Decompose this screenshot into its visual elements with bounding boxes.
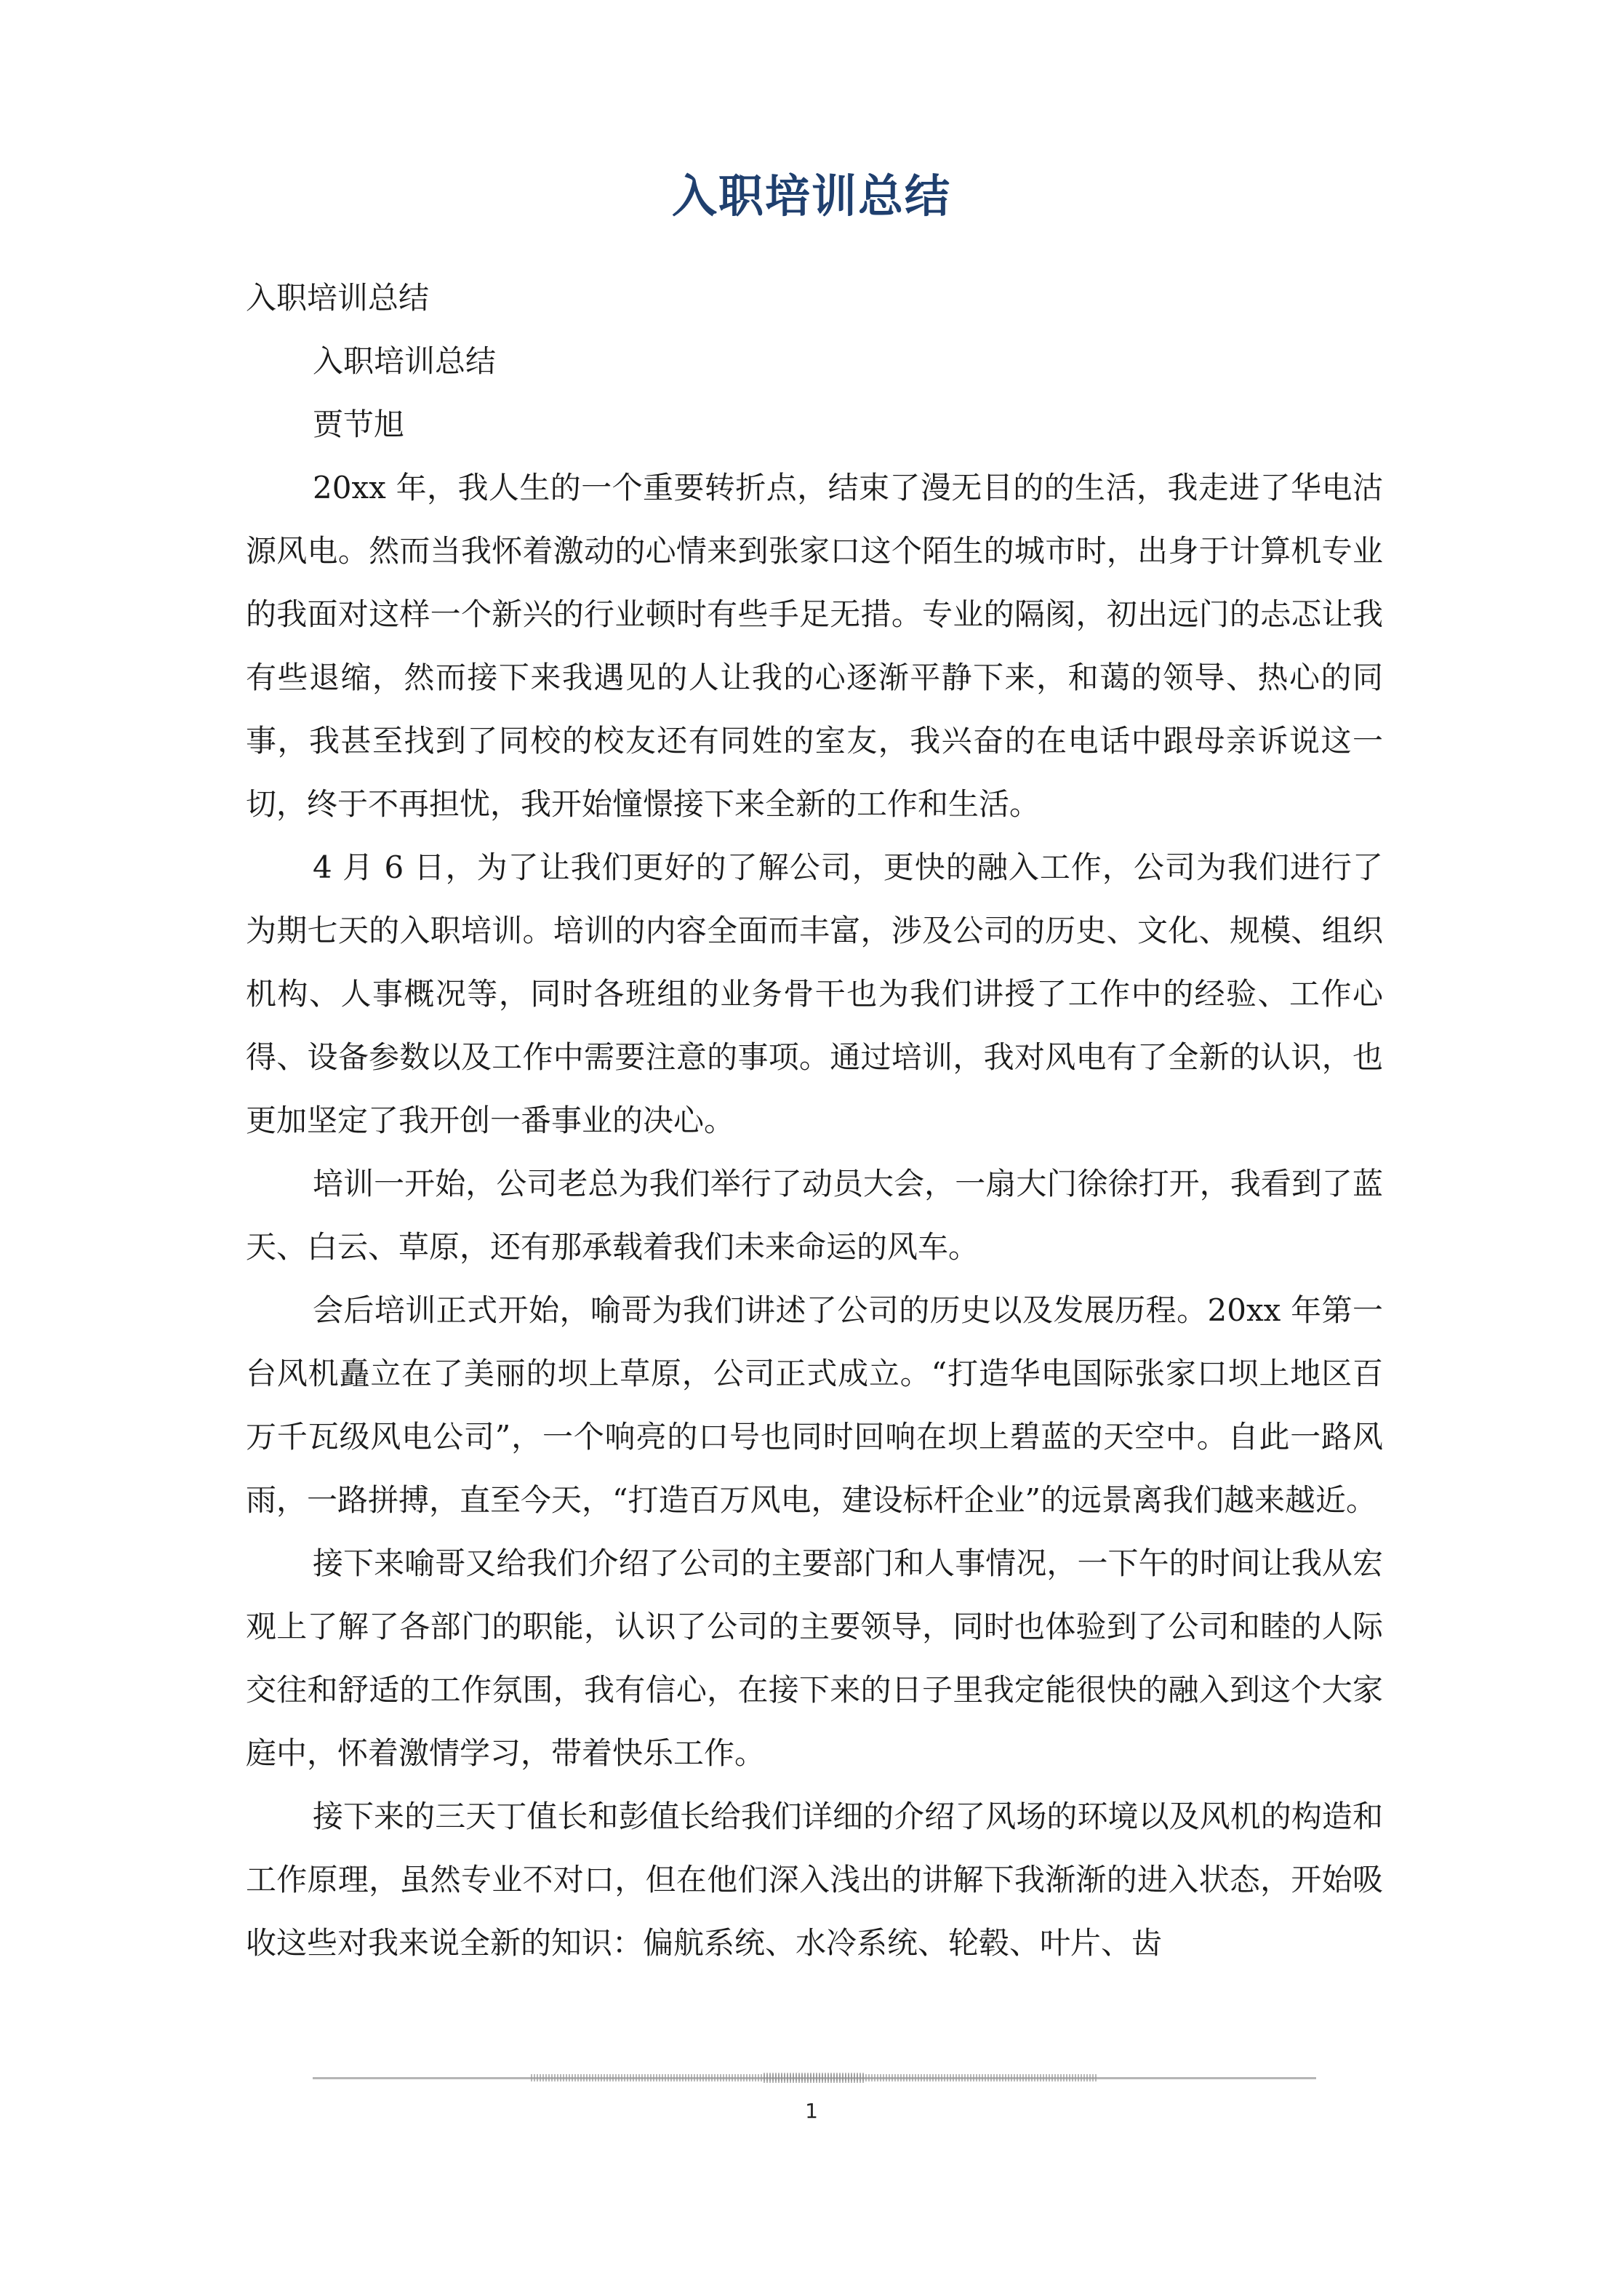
author-name: 贾节旭 (313, 407, 405, 442)
footer-divider-center (764, 2073, 865, 2083)
paragraph: 20xx 年，我人生的一个重要转折点，结束了漫无目的的生活，我走进了华电沽源风电。然而当我怀着激动的心情来到张家口这个陌生的城市时，出身于计算机专业的我面对这样一个新兴的行业顿时有些手足无措。专业的隔阂，初出远门的忐忑让我有些退缩，然而接下来我遇见的人让我的心逐渐平静下来，和蔼的领导、热心的同事，我甚至找到了同校的校友还有同姓的室友，我兴奋的在电话中跟母亲诉说这一切，终于不再担忧，我开始憧憬接下来全新的工作和生活。 (246, 470, 1383, 822)
subtitle: 入职培训总结 (313, 343, 497, 379)
paragraph: 接下来的三天丁值长和彭值长给我们详细的介绍了风场的环境以及风机的构造和工作原理，虽然专业不对口，但在他们深入浅出的讲解下我渐渐的进入状态，开始吸收这些对我来说全新的知识：偏航系统、水冷系统、轮毂、叶片、齿 (246, 1799, 1383, 1961)
body-heading: 入职培训总结 (246, 280, 430, 316)
paragraph: 培训一开始，公司老总为我们举行了动员大会，一扇大门徐徐打开，我看到了蓝天、白云、草原，还有那承载着我们未来命运的风车。 (246, 1166, 1383, 1265)
footer-divider (313, 2073, 1316, 2083)
document-title: 入职培训总结 (671, 169, 951, 223)
document-body (246, 266, 1383, 1975)
paragraph: 会后培训正式开始，喻哥为我们讲述了公司的历史以及发展历程。20xx 年第一台风机矗立在了美丽的坝上草原，公司正式成立。“打造华电国际张家口坝上地区百万千瓦级风电公司”，一个响亮的口号也同时回响在坝上碧蓝的天空中。自此一路风雨，一路拼搏，直至今天，“打造百万风电，建设标杆企业”的远景离我们越来越近。 (246, 1292, 1383, 1518)
page-number: 1 (805, 2099, 818, 2123)
paragraph: 4 月 6 日，为了让我们更好的了解公司，更快的融入工作，公司为我们进行了为期七天的入职培训。培训的内容全面而丰富，涉及公司的历史、文化、规模、组织机构、人事概况等，同时各班组的业务骨干也为我们讲授了工作中的经验、工作心得、设备参数以及工作中需要注意的事项。通过培训，我对风电有了全新的认识，也更加坚定了我开创一番事业的决心。 (246, 849, 1383, 1138)
paragraph: 接下来喻哥又给我们介绍了公司的主要部门和人事情况，一下午的时间让我从宏观上了解了各部门的职能，认识了公司的主要领导，同时也体验到了公司和睦的人际交往和舒适的工作氛围，我有信心，在接下来的日子里我定能很快的融入到这个大家庭中，怀着激情学习，带着快乐工作。 (246, 1545, 1383, 1771)
